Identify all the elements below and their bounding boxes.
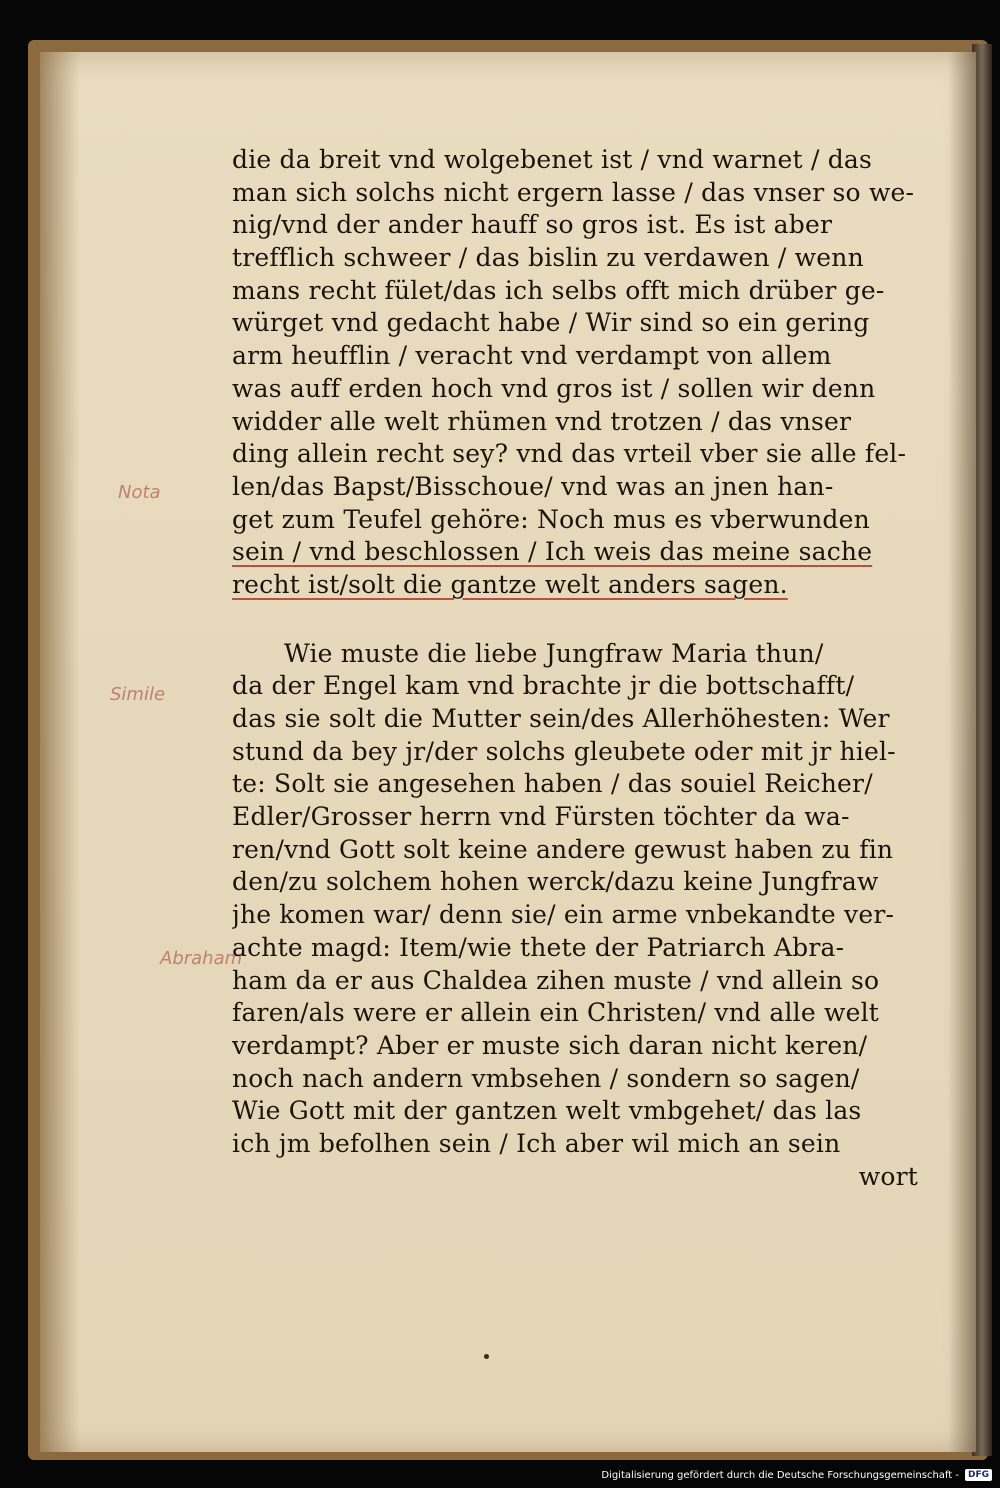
text-line: achte magd: Item/wie thete der Patriarch Abra-: [232, 932, 845, 962]
text-line: mans recht fület/das ich selbs offt mich drüber ge-: [232, 275, 885, 305]
text-line-indented: Wie muste die liebe Jungfraw Maria thun/: [284, 638, 824, 668]
text-line: widder alle welt rhümen vnd trotzen / das vnser: [232, 406, 852, 436]
text-line: würget vnd gedacht habe / Wir sind so ein gering: [232, 308, 870, 338]
text-line-underlined: recht ist/solt die gantze welt anders sagen.: [232, 569, 788, 599]
text-line: Wie Gott mit der gantzen welt vmbgehet/ das las: [232, 1096, 862, 1126]
text-line: verdampt? Aber er muste sich daran nicht keren/: [232, 1030, 868, 1060]
book-page: [40, 52, 976, 1452]
paragraph-gap: [232, 602, 932, 638]
page-text: [232, 144, 932, 1193]
dfg-logo: DFG: [965, 1469, 992, 1481]
footer-credit: [601, 1466, 992, 1484]
text-line: ding allein recht sey? vnd das vrteil vber sie alle fel-: [232, 439, 907, 469]
text-line: Edler/Grosser herrn vnd Fürsten töchter da wa-: [232, 802, 850, 832]
text-line: da der Engel kam vnd brachte jr die bottschafft/: [232, 671, 855, 701]
text-line: stund da bey jr/der solchs gleubete oder mit jr hiel-: [232, 736, 896, 766]
text-line: das sie solt die Mutter sein/des Allerhöhesten: Wer: [232, 704, 890, 733]
paragraph-1: [232, 144, 932, 602]
text-line: ren/vnd Gott solt keine andere gewust haben zu fin: [232, 834, 894, 864]
text-line: jhe komen war/ denn sie/ ein arme vnbekandte ver-: [232, 900, 895, 930]
text-line: den/zu solchem hohen werck/dazu keine Jungfraw: [232, 867, 879, 897]
margin-note-simile: Simile: [110, 684, 166, 705]
text-line: trefflich schweer / das bislin zu verdawen / wenn: [232, 243, 864, 273]
text-line: die da breit vnd wolgebenet ist / vnd warnet / das: [232, 145, 873, 174]
margin-note-abraham: Abraham: [160, 948, 243, 969]
text-line-underlined: sein / vnd beschlossen / Ich weis das meine sache: [232, 537, 873, 567]
text-line: ham da er aus Chaldea zihen muste / vnd allein so: [232, 965, 880, 995]
text-line: noch nach andern vmbsehen / sondern so sagen/: [232, 1063, 860, 1093]
text-line: len/das Bapst/Bisschoue/ vnd was an jnen han-: [232, 471, 834, 501]
text-line: ich jm befolhen sein / Ich aber wil mich an sein: [232, 1128, 841, 1158]
catchword: wort: [858, 1161, 918, 1191]
page-dot-mark: [484, 1354, 489, 1359]
text-line: te: Solt sie angesehen haben / das souiel Reicher/: [232, 769, 873, 799]
margin-note-nota: Nota: [118, 482, 161, 503]
text-line: man sich solchs nicht ergern lasse / das vnser so we-: [232, 177, 915, 207]
text-line: nig/vnd der ander hauff so gros ist. Es ist aber: [232, 210, 833, 240]
text-line: faren/als were er allein ein Christen/ vnd alle welt: [232, 998, 880, 1028]
text-line: get zum Teufel gehöre: Noch mus es vberwunden: [232, 504, 870, 534]
paragraph-2: [232, 638, 932, 1194]
text-line: was auff erden hoch vnd gros ist / sollen wir denn: [232, 373, 876, 403]
footer-text: Digitalisierung gefördert durch die Deutsche Forschungsgemeinschaft -: [601, 1469, 959, 1481]
text-line: arm heufflin / veracht vnd verdampt von allem: [232, 341, 832, 371]
